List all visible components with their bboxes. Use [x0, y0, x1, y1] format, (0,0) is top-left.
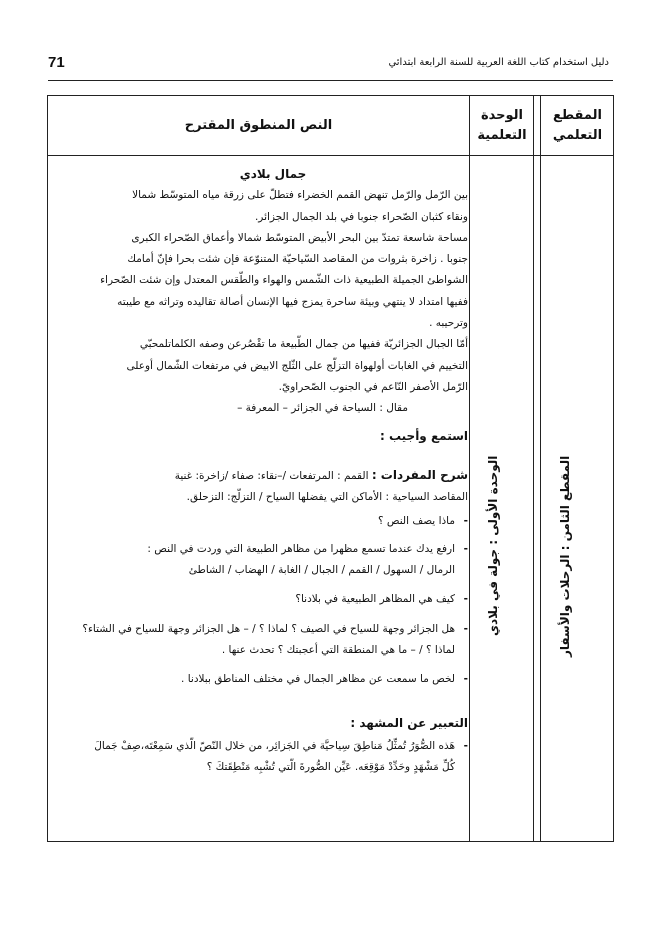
- expression-list: [78, 736, 468, 779]
- header-row-divider: [48, 155, 613, 156]
- vocabulary-definitions: القمم : المرتفعات /–نقاء: صفاء /زاخرة: غنية: [174, 469, 369, 482]
- question-item: - لخص ما سمعت عن مظاهر الجمال في مختلف المناطق ببلادنا .: [78, 669, 468, 690]
- text-line: أمّا الجبال الجزائريّة ففيها من جمال الطّبيعة ما تقْصُرعن وصفه الكلماتلمحبّي: [139, 338, 468, 351]
- question-item: - ماذا يصف النص ؟: [78, 511, 468, 532]
- listen-heading: استمع وأجيب :: [379, 428, 468, 443]
- vocabulary-line-2: المقاصد السياحية : الأماكن التي يفضلها السياح / التزلّج: التزحلق.: [186, 491, 468, 504]
- column-header-text: النص المنطوق المقترح: [184, 117, 333, 133]
- question-list: [78, 511, 468, 690]
- segment-label: المقطع الثامن : الرحلات والأسفار: [558, 456, 572, 658]
- text-line: الشواطئ الجميلة الطبيعية ذات الشّمس والهواء والطّقس المعتدل وإن شئت الصّحراء: [100, 274, 468, 287]
- column-divider: [469, 96, 470, 841]
- nature-words-text: الرمال / السهول / القمم / الجبال / الغابة / الهضاب / الشاطئ: [188, 564, 455, 577]
- text-title: جمال بلادي: [239, 167, 307, 181]
- unit-label: الوحدة الأولى : جولة في بلادي: [486, 456, 500, 637]
- vocabulary-label: شرح المفردات :: [371, 467, 468, 482]
- text-line: التخييم في الغابات أولهواة التزلّج على الثّلج الابيض في مرتفعات الشّمال أوعلى: [126, 359, 468, 372]
- text-line: مساحة شاسعة تمتدّ بين البحر الأبيض المتوسّط شمالا وأعماق الصّحراء الكبرى: [131, 231, 468, 244]
- question-item: - هل الجزائر وجهة للسياح في الصيف ؟ لماذا ؟ / – هل الجزائر وجهة للسياح في الشتاء؟ لماذا ؟ / – ما هي المنطقة التي أعجبتك ؟ تحدث عنها .: [78, 619, 468, 662]
- text-line: الرّمل الأصفر النّاعم في الجنوب الصّحراويّ.: [278, 380, 468, 393]
- text-line: وترحيبه .: [429, 317, 468, 330]
- expression-text: - هَذه الصُّوَرُ تُمثِّلُ مَناطِقَ سِياحيَّة في الجَزائِر، من خلال النّصّ الّذي سَمِعْتَه،صِفْ جَمالَ كُلِّ مَشْهَدٍ وحَدِّدْ مَوْقِعَه. عَيِّن الصُّورةَ الّتي تُشْبِه مَنْطِقَتكَ ؟: [78, 736, 468, 779]
- vocabulary-line: [78, 465, 468, 487]
- text-line: ونقاء كثبان الصّحراء جنوبا في بلد الجمال الجزائر.: [254, 210, 468, 223]
- text-line: ففيها امتداد لا ينتهي وبيئة ساحرة يمزج فيها الإنسان أصالة تقاليده وتراثه مع طيبته: [117, 295, 468, 308]
- header-title: دليل استخدام كتاب اللغة العربية للسنة الرابعة ابتدائي: [388, 57, 609, 68]
- column-divider: [533, 96, 534, 841]
- expression-heading: التعبير عن المشهد :: [350, 715, 468, 730]
- text-source: مقال : السياحة في الجزائر – المعرفة –: [237, 402, 408, 415]
- nature-words: [78, 560, 468, 581]
- question-item: - ارفع يدك عندما تسمع مظهرا من مظاهر الطبيعة التي وردت في النص :: [78, 539, 468, 560]
- text-line: جنوبا . زاخرة بثروات من المقاصد السّياحيّة المتنوّعة فإن شئت بحرا فإنّ أمامك: [127, 253, 468, 266]
- page-number: 71: [48, 54, 65, 71]
- column-header-segment: المقطع التعلمي: [552, 107, 603, 143]
- main-content: [78, 164, 468, 778]
- column-header-unit: الوحدة التعلمية: [477, 107, 527, 143]
- column-divider: [540, 96, 541, 841]
- question-item: - كيف هي المظاهر الطبيعية في بلادنا؟: [78, 589, 468, 610]
- page-header: [48, 54, 613, 76]
- lesson-table: [47, 95, 614, 842]
- header-divider: [48, 80, 613, 81]
- text-line: بين الرّمل والرّمل تنهض القمم الخضراء فتطلّ على زرقة مياه المتوسّط شمالا: [132, 189, 468, 202]
